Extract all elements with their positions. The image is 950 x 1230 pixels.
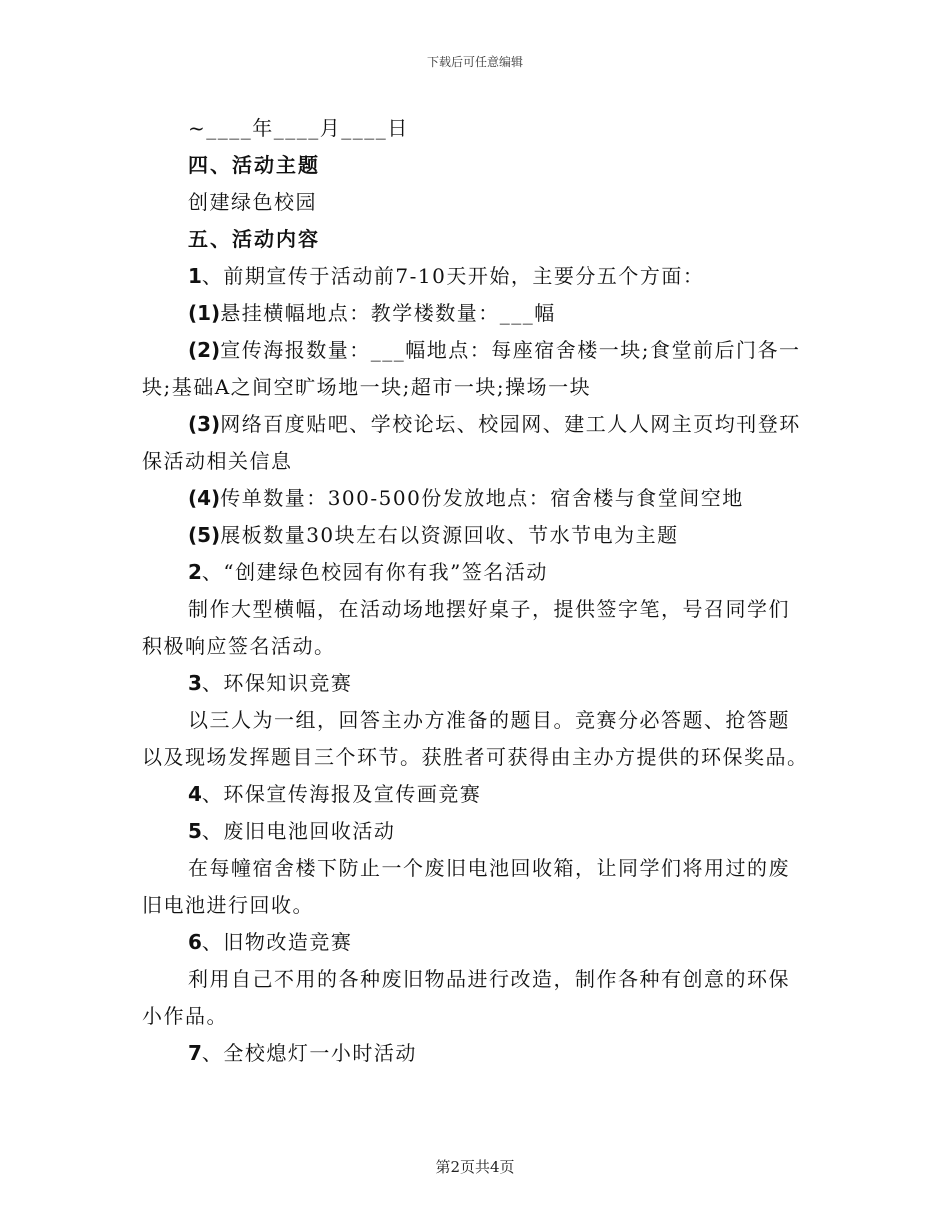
item-6: 6、旧物改造竞赛 bbox=[188, 930, 353, 954]
section-heading-theme: 四、活动主题 bbox=[188, 153, 320, 177]
subitem-1: (1)悬挂横幅地点：教学楼数量：___幅 bbox=[188, 301, 556, 325]
section-heading-content: 五、活动内容 bbox=[188, 227, 320, 251]
theme-text: 创建绿色校园 bbox=[188, 190, 317, 214]
subitem-3: (3)网络百度贴吧、学校论坛、校园网、建工人人网主页均刊登环保活动相关信息 bbox=[142, 412, 801, 473]
item-3: 3、环保知识竞赛 bbox=[188, 671, 353, 695]
item-1: 1、前期宣传于活动前7-10天开始，主要分五个方面： bbox=[188, 264, 705, 288]
item-2: 2、“创建绿色校园有你有我”签名活动 bbox=[188, 560, 548, 584]
page-footer: 第2页共4页 bbox=[435, 1158, 515, 1176]
document-body bbox=[142, 110, 810, 1072]
subitem-4: (4)传单数量：300-500份发放地点：宿舍楼与食堂间空地 bbox=[188, 486, 744, 510]
page-header: 下载后可任意编辑 bbox=[426, 55, 523, 69]
item-4: 4、环保宣传海报及宣传画竞赛 bbox=[188, 782, 482, 806]
item-7: 7、全校熄灯一小时活动 bbox=[188, 1041, 417, 1065]
subitem-5: (5)展板数量30块左右以资源回收、节水节电为主题 bbox=[188, 523, 679, 547]
date-line: ~____年____月____日 bbox=[188, 116, 409, 140]
item-5: 5、废旧电池回收活动 bbox=[188, 819, 396, 843]
item-3-text: 以三人为一组，回答主办方准备的题目。竞赛分必答题、抢答题以及现场发挥题目三个环节。获胜者可获得由主办方提供的环保奖品。 bbox=[142, 708, 809, 769]
item-2-text: 制作大型横幅，在活动场地摆好桌子，提供签字笔，号召同学们积极响应签名活动。 bbox=[142, 597, 790, 658]
subitem-2: (2)宣传海报数量：___幅地点：每座宿舍楼一块;食堂前后门各一块;基础A之间空旷场地一块;超市一块;操场一块 bbox=[142, 338, 801, 399]
item-6-text: 利用自己不用的各种废旧物品进行改造，制作各种有创意的环保小作品。 bbox=[142, 967, 790, 1028]
item-5-text: 在每幢宿舍楼下防止一个废旧电池回收箱，让同学们将用过的废旧电池进行回收。 bbox=[142, 856, 790, 917]
